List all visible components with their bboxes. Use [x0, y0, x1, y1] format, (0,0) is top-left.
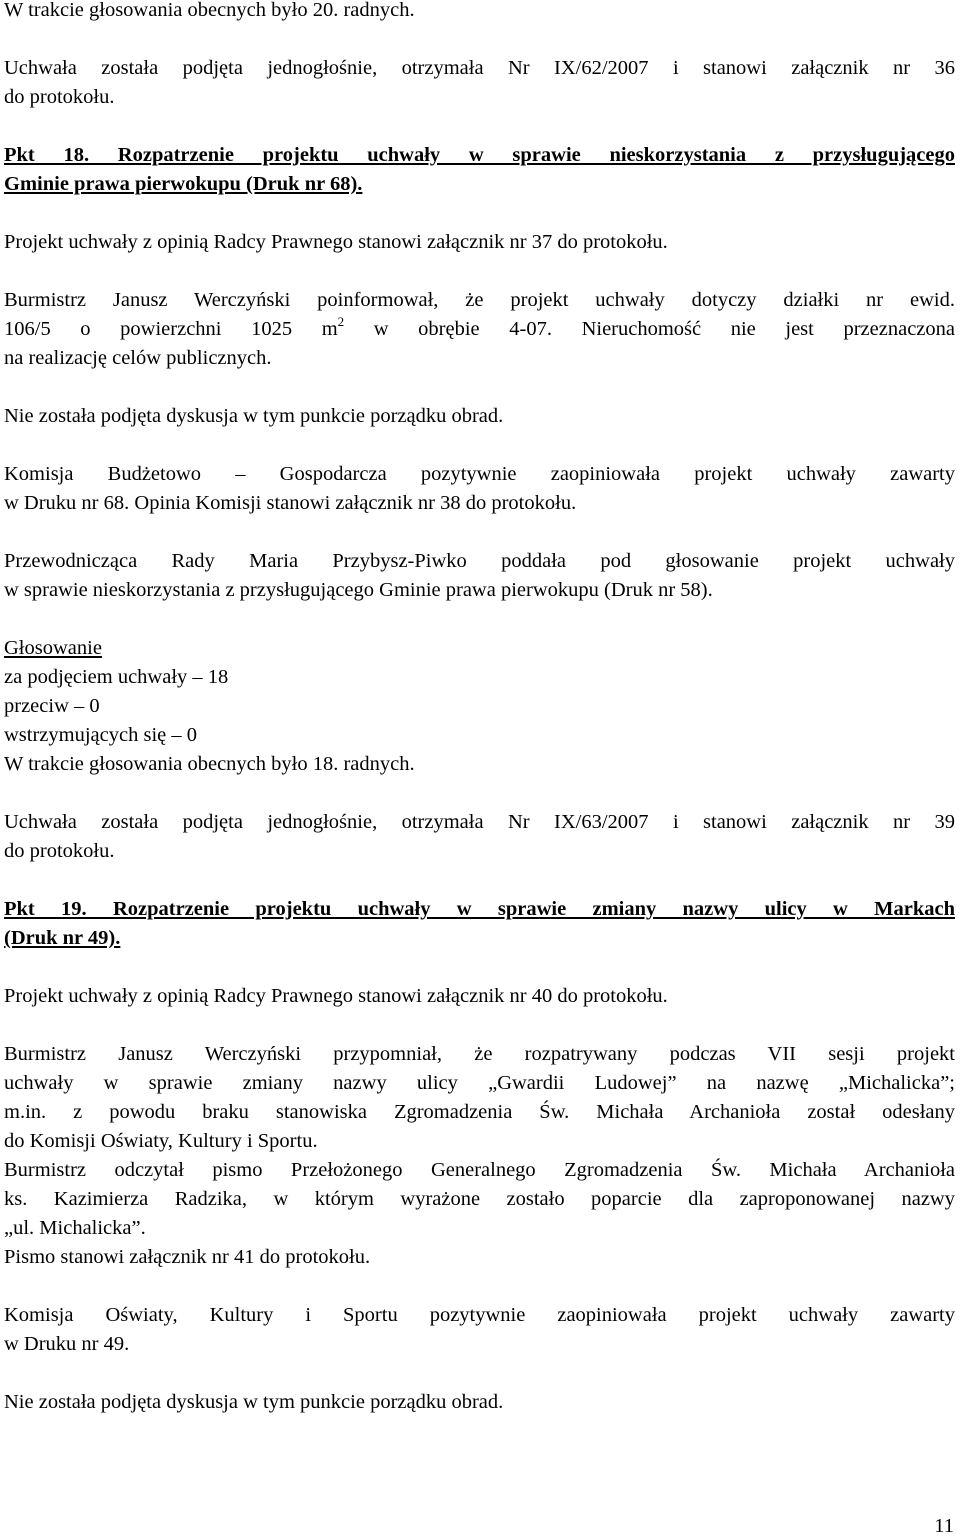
item-18-heading: Gminie prawa pierwokupu (Druk nr 68). — [4, 173, 363, 195]
item-19-heading: Pkt 19. Rozpatrzenie projektu uchwały w sprawie zmiany nazwy ulicy w Markach — [4, 898, 955, 920]
item-18-vote-for: za podjęciem uchwały – 18 — [4, 666, 229, 688]
item-18-heading: Pkt 18. Rozpatrzenie projektu uchwały w sprawie nieskorzystania z przysługującego — [4, 144, 955, 166]
item-19-heading: (Druk nr 49). — [4, 927, 121, 949]
item-19-letter-read: „ul. Michalicka”. — [4, 1217, 146, 1239]
item-18-committee-opinion: w Druku nr 68. Opinia Komisji stanowi załącznik nr 38 do protokołu. — [4, 492, 577, 514]
item-19-legal-opinion: Projekt uchwały z opinią Radcy Prawnego stanowi załącznik nr 40 do protokołu. — [4, 985, 668, 1007]
item-19-mayor-statement: Burmistrz Janusz Werczyński przypomniał, że rozpatrywany podczas VII sesji projekt — [4, 1043, 955, 1065]
item-18-resolution: do protokołu. — [4, 840, 115, 862]
item-18-chair-vote-call: Przewodnicząca Rady Maria Przybysz-Piwko poddała pod głosowanie projekt uchwały — [4, 550, 955, 572]
item-19-mayor-statement: do Komisji Oświaty, Kultury i Sportu. — [4, 1130, 318, 1152]
item-19-committee-opinion: Komisja Oświaty, Kultury i Sportu pozytywnie zaopiniowała projekt uchwały zawarty — [4, 1304, 955, 1326]
item-18-no-discussion: Nie została podjęta dyskusja w tym punkcie porządku obrad. — [4, 405, 504, 427]
page-number: 11 — [934, 1515, 954, 1537]
item-18-committee-opinion: Komisja Budżetowo – Gospodarcza pozytywnie zaopiniowała projekt uchwały zawarty — [4, 463, 955, 485]
item-19-letter-read: ks. Kazimierza Radzika, w którym wyrażone zostało poparcie dla zaproponowanej nazwy — [4, 1188, 955, 1210]
item-18-chair-vote-call: w sprawie nieskorzystania z przysługującego Gminie prawa pierwokupu (Druk nr 58). — [4, 579, 713, 601]
item-18-legal-opinion: Projekt uchwały z opinią Radcy Prawnego stanowi załącznik nr 37 do protokołu. — [4, 231, 668, 253]
item-19-mayor-statement: uchwały w sprawie zmiany nazwy ulicy „Gwardii Ludowej” na nazwę „Michalicka”; — [4, 1072, 955, 1094]
present-count-previous: W trakcie głosowania obecnych było 20. radnych. — [4, 0, 415, 21]
item-18-vote-against: przeciw – 0 — [4, 695, 100, 717]
item-19-committee-opinion: w Druku nr 49. — [4, 1333, 130, 1355]
item-19-letter-read: Burmistrz odczytał pismo Przełożonego Generalnego Zgromadzenia Św. Michała Archanioła — [4, 1159, 955, 1181]
item-18-resolution: Uchwała została podjęta jednogłośnie, otrzymała Nr IX/63/2007 i stanowi załącznik nr 39 — [4, 811, 955, 833]
resolution-previous-line: do protokołu. — [4, 86, 115, 108]
item-18-vote-abstain: wstrzymujących się – 0 — [4, 724, 197, 746]
item-19-no-discussion: Nie została podjęta dyskusja w tym punkcie porządku obrad. — [4, 1391, 504, 1413]
item-18-mayor-statement: na realizację celów publicznych. — [4, 347, 272, 369]
item-18-present-count: W trakcie głosowania obecnych było 18. radnych. — [4, 753, 415, 775]
item-18-vote-heading: Głosowanie — [4, 637, 102, 659]
item-18-mayor-statement: Burmistrz Janusz Werczyński poinformował, że projekt uchwały dotyczy działki nr ewid. — [4, 289, 955, 311]
document-page — [4, 0, 955, 1417]
item-19-letter-attachment: Pismo stanowi załącznik nr 41 do protokołu. — [4, 1246, 371, 1268]
item-19-mayor-statement: m.in. z powodu braku stanowiska Zgromadzenia Św. Michała Archanioła został odesłany — [4, 1101, 955, 1123]
item-18-mayor-statement: 106/5 o powierzchni 1025 $m^2$ w obrębie 4-07. Nieruchomość nie jest przeznaczona — [4, 314, 955, 340]
resolution-previous-line: Uchwała została podjęta jednogłośnie, otrzymała Nr IX/62/2007 i stanowi załącznik nr 36 — [4, 57, 955, 79]
